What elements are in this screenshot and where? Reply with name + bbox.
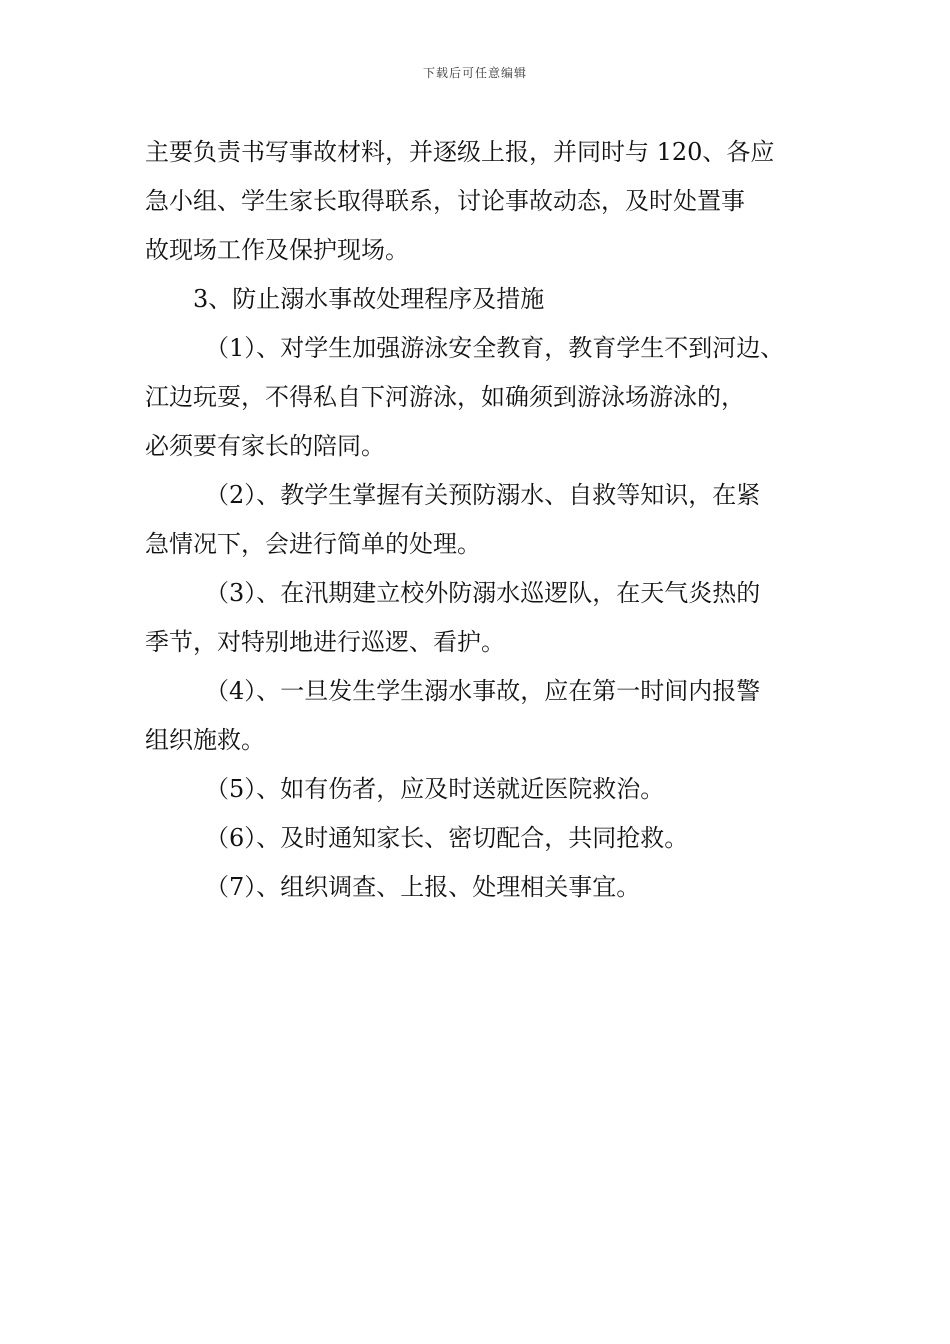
body-line: 主要负责书写事故材料，并逐级上报，并同时与 120、各应 [145,138,775,166]
list-item-line: 急情况下，会进行简单的处理。 [145,530,481,558]
list-item-line: 必须要有家长的陪同。 [145,432,385,460]
list-item-line: （3）、在汛期建立校外防溺水巡逻队，在天气炎热的 [205,579,761,607]
list-item-line: （6）、及时通知家长、密切配合，共同抢救。 [205,824,689,852]
list-item-line: 组织施救。 [145,726,265,754]
section-heading: 3、防止溺水事故处理程序及措施 [193,285,545,313]
body-line: 故现场工作及保护现场。 [145,236,409,264]
page-header: 下载后可任意编辑 [422,66,527,80]
list-item-line: （4）、一旦发生学生溺水事故，应在第一时间内报警 [205,677,761,705]
list-item-line: 季节，对特别地进行巡逻、看护。 [145,628,505,656]
document-body [145,128,835,912]
list-item-line: （5）、如有伤者，应及时送就近医院救治。 [205,775,665,803]
list-item-line: 江边玩耍，不得私自下河游泳，如确须到游泳场游泳的， [145,383,745,411]
list-item-line: （7）、组织调查、上报、处理相关事宜。 [205,873,641,901]
body-line: 急小组、学生家长取得联系，讨论事故动态，及时处置事 [145,187,745,215]
list-item-line: （2）、教学生掌握有关预防溺水、自救等知识，在紧 [205,481,761,509]
list-item-line: （1）、对学生加强游泳安全教育，教育学生不到河边、 [205,334,785,362]
